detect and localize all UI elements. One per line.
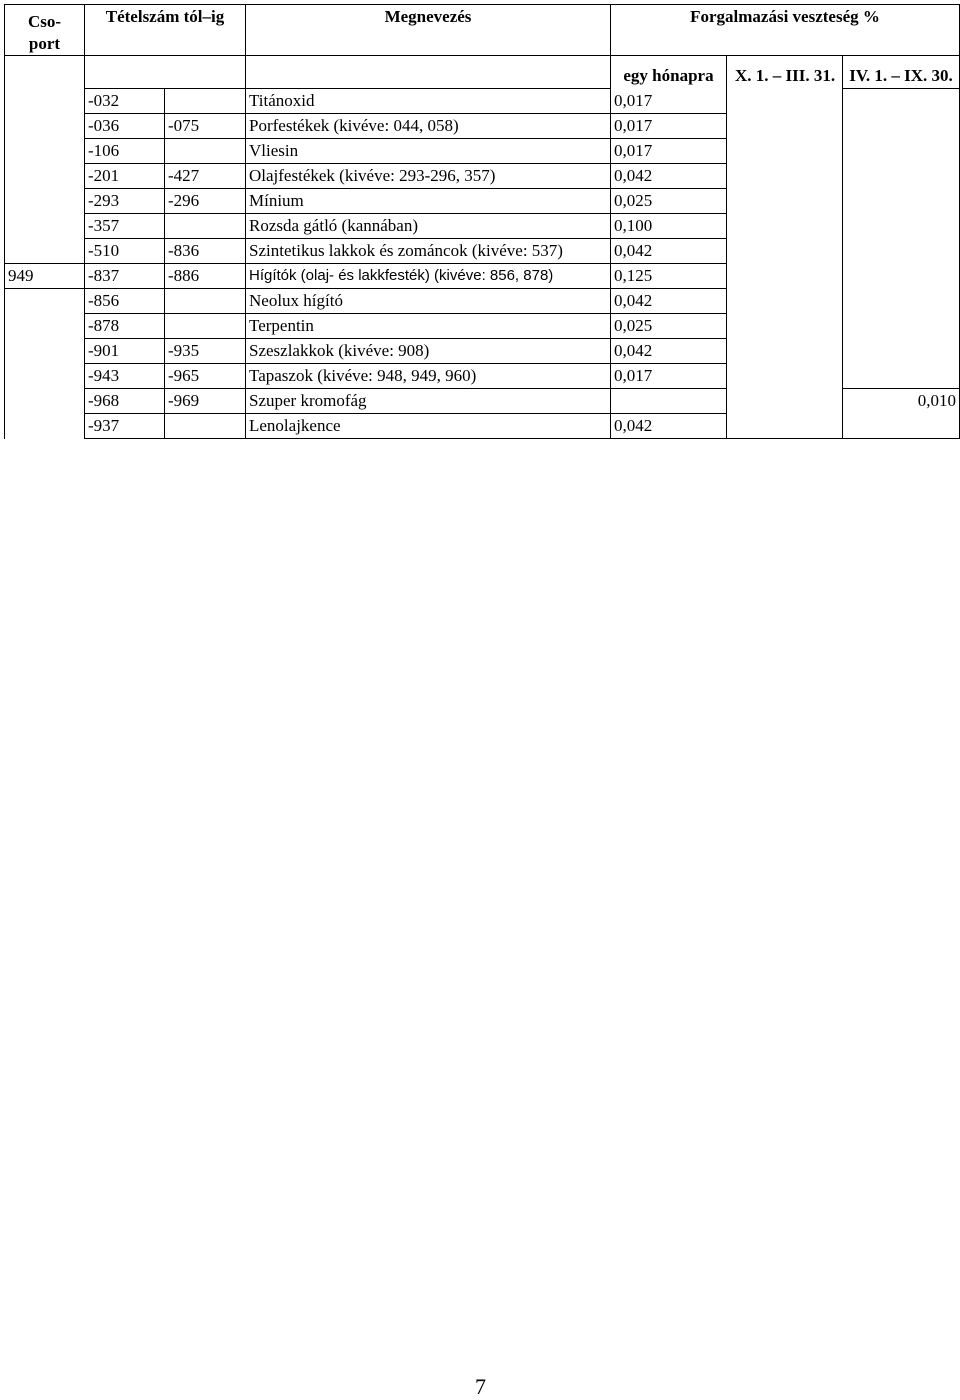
cell-ig: -427 xyxy=(165,164,246,189)
cell-csoport xyxy=(5,364,85,389)
cell-ig xyxy=(165,214,246,239)
cell-nyar xyxy=(843,139,960,164)
cell-ig xyxy=(165,314,246,339)
subheader-row xyxy=(5,56,960,89)
table-row xyxy=(5,239,960,264)
cell-egy: 0,025 xyxy=(611,314,727,339)
cell-tol: -856 xyxy=(85,289,165,314)
cell-ig xyxy=(165,139,246,164)
cell-nyar: 0,010 xyxy=(843,389,960,414)
header-forgalmazasi: Forgalmazási veszteség % xyxy=(611,5,960,56)
cell-tel xyxy=(727,214,843,239)
cell-nyar xyxy=(843,239,960,264)
cell-megnevezes: Szeszlakkok (kivéve: 908) xyxy=(246,339,611,364)
cell-nyar xyxy=(843,289,960,314)
cell-megnevezes: Titánoxid xyxy=(246,89,611,114)
cell-ig xyxy=(165,414,246,439)
table-row xyxy=(5,289,960,314)
cell-egy xyxy=(611,389,727,414)
cell-megnevezes: Vliesin xyxy=(246,139,611,164)
table-row xyxy=(5,139,960,164)
cell-tol: -937 xyxy=(85,414,165,439)
cell-csoport xyxy=(5,414,85,439)
cell-tol: -032 xyxy=(85,89,165,114)
table-row xyxy=(5,389,960,414)
table-row xyxy=(5,114,960,139)
cell-tel xyxy=(727,314,843,339)
cell-csoport xyxy=(5,339,85,364)
cell-nyar xyxy=(843,364,960,389)
cell-tel xyxy=(727,339,843,364)
cell-megnevezes: Porfestékek (kivéve: 044, 058) xyxy=(246,114,611,139)
cell-megnevezes: Lenolajkence xyxy=(246,414,611,439)
cell-nyar xyxy=(843,114,960,139)
cell-egy: 0,017 xyxy=(611,364,727,389)
header-megnevezes: Megnevezés xyxy=(246,5,611,56)
cell-megnevezes: Rozsda gátló (kannában) xyxy=(246,214,611,239)
table-row xyxy=(5,189,960,214)
subheader-csoport-blank xyxy=(5,56,85,89)
cell-ig: -886 xyxy=(165,264,246,289)
cell-ig: -965 xyxy=(165,364,246,389)
cell-tel xyxy=(727,264,843,289)
cell-tel xyxy=(727,164,843,189)
cell-ig: -075 xyxy=(165,114,246,139)
table-row xyxy=(5,314,960,339)
loss-rate-table xyxy=(4,4,960,439)
table-row xyxy=(5,364,960,389)
cell-nyar xyxy=(843,264,960,289)
cell-csoport xyxy=(5,239,85,264)
cell-tol: -943 xyxy=(85,364,165,389)
cell-nyar xyxy=(843,214,960,239)
cell-tol: -837 xyxy=(85,264,165,289)
cell-egy: 0,042 xyxy=(611,164,727,189)
cell-nyar xyxy=(843,339,960,364)
subheader-megnevezes-blank xyxy=(246,56,611,89)
cell-nyar xyxy=(843,89,960,114)
cell-csoport xyxy=(5,314,85,339)
cell-ig: -836 xyxy=(165,239,246,264)
cell-tol: -106 xyxy=(85,139,165,164)
cell-tel xyxy=(727,289,843,314)
cell-nyar xyxy=(843,314,960,339)
subheader-x1-iii31: X. 1. – III. 31. xyxy=(727,56,843,89)
cell-nyar xyxy=(843,189,960,214)
cell-megnevezes: Olajfestékek (kivéve: 293-296, 357) xyxy=(246,164,611,189)
table-row xyxy=(5,214,960,239)
cell-ig xyxy=(165,289,246,314)
cell-egy: 0,042 xyxy=(611,289,727,314)
cell-tol: -510 xyxy=(85,239,165,264)
cell-egy: 0,017 xyxy=(611,139,727,164)
cell-egy: 0,042 xyxy=(611,239,727,264)
cell-egy: 0,017 xyxy=(611,89,727,114)
cell-tol: -968 xyxy=(85,389,165,414)
cell-megnevezes: Hígítók (olaj- és lakkfesték) (kivéve: 856, 878) xyxy=(246,264,611,289)
subheader-iv1-ix30: IV. 1. – IX. 30. xyxy=(843,56,960,89)
cell-csoport xyxy=(5,214,85,239)
cell-egy: 0,042 xyxy=(611,414,727,439)
cell-ig: -935 xyxy=(165,339,246,364)
page-number: 7 xyxy=(475,1374,486,1399)
cell-csoport xyxy=(5,289,85,314)
cell-tel xyxy=(727,89,843,114)
cell-csoport xyxy=(5,89,85,114)
cell-ig xyxy=(165,89,246,114)
cell-nyar xyxy=(843,164,960,189)
cell-nyar xyxy=(843,414,960,439)
cell-megnevezes: Terpentin xyxy=(246,314,611,339)
cell-megnevezes: Tapaszok (kivéve: 948, 949, 960) xyxy=(246,364,611,389)
cell-tol: -878 xyxy=(85,314,165,339)
table-row xyxy=(5,264,960,289)
cell-csoport xyxy=(5,139,85,164)
cell-egy: 0,125 xyxy=(611,264,727,289)
cell-ig: -969 xyxy=(165,389,246,414)
cell-tel xyxy=(727,414,843,439)
cell-egy: 0,100 xyxy=(611,214,727,239)
cell-ig: -296 xyxy=(165,189,246,214)
cell-megnevezes: Szuper kromofág xyxy=(246,389,611,414)
subheader-tetelszam-blank xyxy=(85,56,246,89)
cell-megnevezes: Szintetikus lakkok és zománcok (kivéve: 537) xyxy=(246,239,611,264)
cell-csoport xyxy=(5,189,85,214)
cell-tel xyxy=(727,189,843,214)
cell-megnevezes: Neolux hígító xyxy=(246,289,611,314)
cell-tol: -357 xyxy=(85,214,165,239)
cell-tel xyxy=(727,139,843,164)
cell-tol: -901 xyxy=(85,339,165,364)
table-row xyxy=(5,339,960,364)
cell-egy: 0,042 xyxy=(611,339,727,364)
cell-tel xyxy=(727,364,843,389)
cell-tel xyxy=(727,239,843,264)
table-row xyxy=(5,414,960,439)
cell-tol: -036 xyxy=(85,114,165,139)
cell-egy: 0,025 xyxy=(611,189,727,214)
subheader-egy-honapra: egy hónapra xyxy=(611,56,727,89)
cell-tol: -293 xyxy=(85,189,165,214)
table-row xyxy=(5,164,960,189)
cell-csoport xyxy=(5,114,85,139)
table-row xyxy=(5,89,960,114)
cell-csoport: 949 xyxy=(5,264,85,289)
cell-megnevezes: Mínium xyxy=(246,189,611,214)
cell-tel xyxy=(727,114,843,139)
header-row xyxy=(5,5,960,56)
cell-egy: 0,017 xyxy=(611,114,727,139)
header-tetelszam: Tételszám tól–ig xyxy=(85,5,246,56)
cell-csoport xyxy=(5,164,85,189)
cell-csoport xyxy=(5,389,85,414)
header-csoport: Cso- port xyxy=(5,5,85,56)
cell-tel xyxy=(727,389,843,414)
cell-tol: -201 xyxy=(85,164,165,189)
